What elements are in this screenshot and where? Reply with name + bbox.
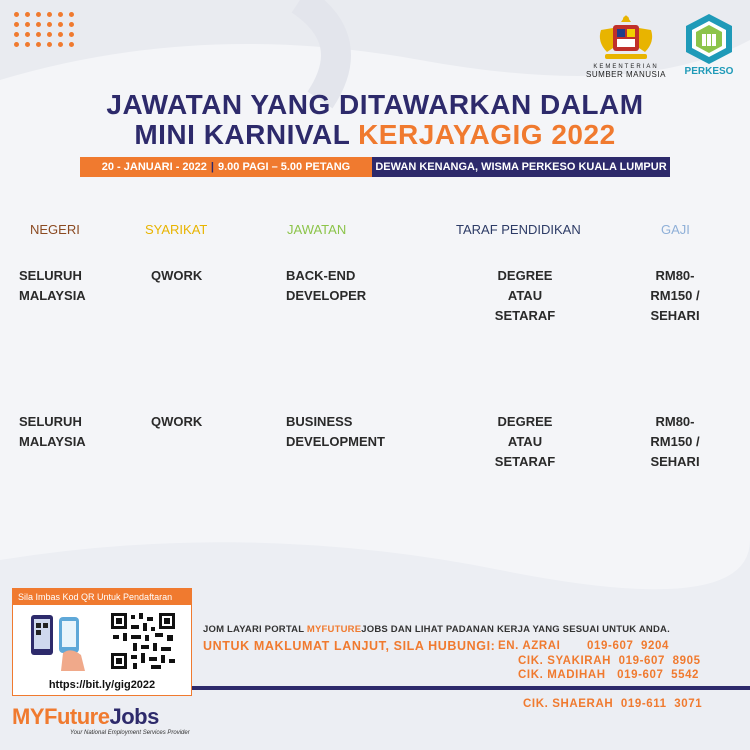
registration-link[interactable]: https://bit.ly/gig2022 (48, 679, 156, 691)
cell-line: ATAU (507, 288, 543, 303)
event-date: 20 - JANUARI - 2022 (101, 161, 207, 173)
cell-line: RM80- (655, 268, 695, 283)
ministry-line2: SUMBER MANUSIA (586, 70, 666, 79)
table-row-2-gaji (630, 412, 720, 472)
table-row-2-syarikat: QWORK (151, 414, 203, 429)
table-row-1-jawatan (286, 266, 366, 306)
table-row-2-negeri (19, 412, 86, 452)
contact-syakirah: CIK. SYAKIRAH 019-607 8905 (518, 655, 701, 667)
cell-line: DEGREE (497, 268, 553, 283)
title-line1: JAWATAN YANG DITAWARKAN DALAM (106, 89, 644, 120)
col-header-syarikat: SYARIKAT (145, 222, 208, 237)
table-row-1-gaji (630, 266, 720, 326)
col-header-jawatan: JAWATAN (287, 222, 347, 237)
cell-line: SETARAF (494, 454, 556, 469)
title-line2-prefix: MINI KARNIVAL (134, 119, 359, 150)
table-row-1-pendidikan (475, 266, 575, 326)
event-venue: DEWAN KENANGA, WISMA PERKESO KUALA LUMPUR (372, 157, 670, 177)
col-header-pendidikan: TARAF PENDIDIKAN (456, 222, 581, 237)
event-date-time (80, 157, 372, 177)
decorative-dots (14, 12, 75, 47)
ministry-logo (580, 12, 672, 79)
table-row-1-negeri (19, 266, 86, 306)
cell-line: DEGREE (497, 414, 553, 429)
portal-invite-text (203, 624, 670, 635)
perkeso-logo (680, 12, 738, 77)
cell-line: SELURUH (19, 414, 82, 429)
page-title (0, 90, 750, 150)
title-line2-accent: KERJAYAGIG 2022 (358, 119, 616, 150)
contact-heading: UNTUK MAKLUMAT LANJUT, SILA HUBUNGI: (203, 639, 496, 653)
brand-jobs: Jobs (109, 704, 159, 729)
col-header-gaji: GAJI (661, 222, 690, 237)
contact-madihah: CIK. MADIHAH 019-607 5542 (518, 669, 700, 681)
cell-line: SEHARI (650, 454, 700, 469)
contact-shaerah: CIK. SHAERAH 019-611 3071 (523, 698, 703, 710)
header-logos (580, 12, 738, 79)
portal-brand-jobs: JOBS (361, 624, 388, 635)
title-line2 (0, 120, 750, 150)
event-time: 9.00 PAGI – 5.00 PETANG (217, 161, 351, 173)
perkeso-hexagon-icon (682, 12, 736, 66)
brand-future: Future (44, 704, 110, 729)
cell-line: SELURUH (19, 268, 82, 283)
perkeso-label: PERKESO (684, 66, 734, 77)
portal-suffix: DAN LIHAT PADANAN KERJA YANG SESUAI UNTUK ANDA. (387, 624, 670, 635)
coat-of-arms-icon (591, 12, 661, 62)
cell-line: SETARAF (494, 308, 556, 323)
ministry-line1: KEMENTERIAN (593, 64, 659, 70)
portal-prefix: JOM LAYARI PORTAL (203, 624, 307, 635)
myfuturejobs-logo (12, 704, 159, 730)
event-separator: | (210, 161, 214, 173)
qr-heading: Sila Imbas Kod QR Untuk Pendaftaran (13, 589, 191, 605)
table-row-2-pendidikan (475, 412, 575, 472)
cell-line: MALAYSIA (19, 434, 86, 449)
cell-line: BACK-END (286, 268, 356, 283)
cell-line: DEVELOPER (286, 288, 367, 303)
phone-scan-icon (23, 609, 93, 673)
brand-my: MY (12, 704, 44, 729)
qr-code[interactable] (109, 611, 177, 671)
cell-line: SEHARI (650, 308, 700, 323)
cell-line: DEVELOPMENT (286, 434, 385, 449)
contact-azrai: EN. AZRAI 019-607 9204 (498, 640, 670, 652)
table-row-1-syarikat: QWORK (151, 268, 203, 283)
footer-divider (192, 686, 750, 690)
cell-line: RM80- (655, 414, 695, 429)
portal-brand-myfuture: MYFUTURE (306, 624, 362, 635)
qr-registration-box (12, 588, 192, 696)
brand-tagline: Your National Employment Services Provider (70, 730, 190, 736)
cell-line: BUSINESS (286, 414, 353, 429)
cell-line: ATAU (507, 434, 543, 449)
cell-line: MALAYSIA (19, 288, 86, 303)
cell-line: RM150 / (650, 434, 700, 449)
col-header-negeri: NEGERI (30, 222, 80, 237)
event-info-bar (80, 157, 670, 177)
table-row-2-jawatan (286, 412, 385, 452)
cell-line: RM150 / (650, 288, 700, 303)
